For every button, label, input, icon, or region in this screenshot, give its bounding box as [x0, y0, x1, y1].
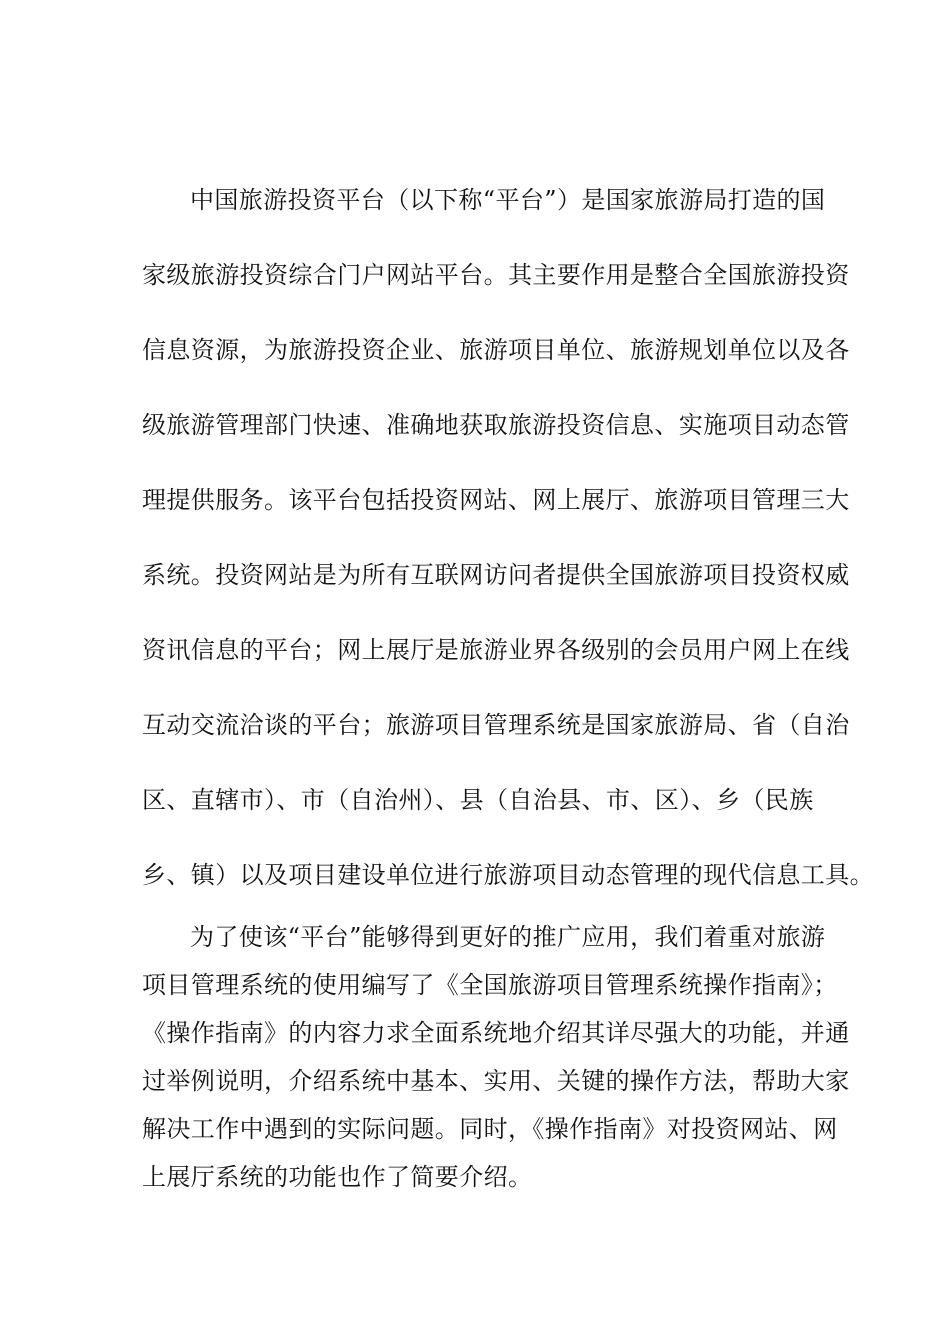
paragraph-line: 互动交流洽谈的平台；旅游项目管理系统是国家旅游局、省（自治 [142, 711, 850, 739]
paragraph-line: 理提供服务。该平台包括投资网站、网上展厅、旅游项目管理三大 [142, 486, 850, 514]
paragraph-line: 项目管理系统的使用编写了《全国旅游项目管理系统操作指南》； [142, 971, 838, 999]
paragraph-line: 资讯信息的平台；网上展厅是旅游业界各级别的会员用户网上在线 [142, 636, 850, 664]
paragraph-line: 区、直辖市）、市（自治州）、县（自治县、市、区）、乡（民族 [142, 786, 814, 814]
paragraph-line: 解决工作中遇到的实际问题。同时，《操作指南》对投资网站、网 [142, 1115, 838, 1143]
paragraph-line: 信息资源，为旅游投资企业、旅游项目单位、旅游规划单位以及各 [142, 336, 850, 364]
paragraph-line: 过举例说明，介绍系统中基本、实用、关键的操作方法，帮助大家 [142, 1067, 850, 1095]
paragraph-line: 乡、镇）以及项目建设单位进行旅游项目动态管理的现代信息工具。 [142, 861, 874, 889]
paragraph-line: 《操作指南》的内容力求全面系统地介绍其详尽强大的功能，并通 [142, 1019, 850, 1047]
paragraph-line: 家级旅游投资综合门户网站平台。其主要作用是整合全国旅游投资 [142, 261, 850, 289]
paragraph-line: 级旅游管理部门快速、准确地获取旅游投资信息、实施项目动态管 [142, 411, 850, 439]
paragraph-line: 系统。投资网站是为所有互联网访问者提供全国旅游项目投资权威 [142, 561, 850, 589]
paragraph-line: 为了使该“平台”能够得到更好的推广应用，我们着重对旅游 [190, 923, 826, 951]
paragraph-line: 中国旅游投资平台（以下称“平台”）是国家旅游局打造的国 [190, 186, 826, 214]
paragraph-line: 上展厅系统的功能也作了简要介绍。 [142, 1163, 533, 1191]
